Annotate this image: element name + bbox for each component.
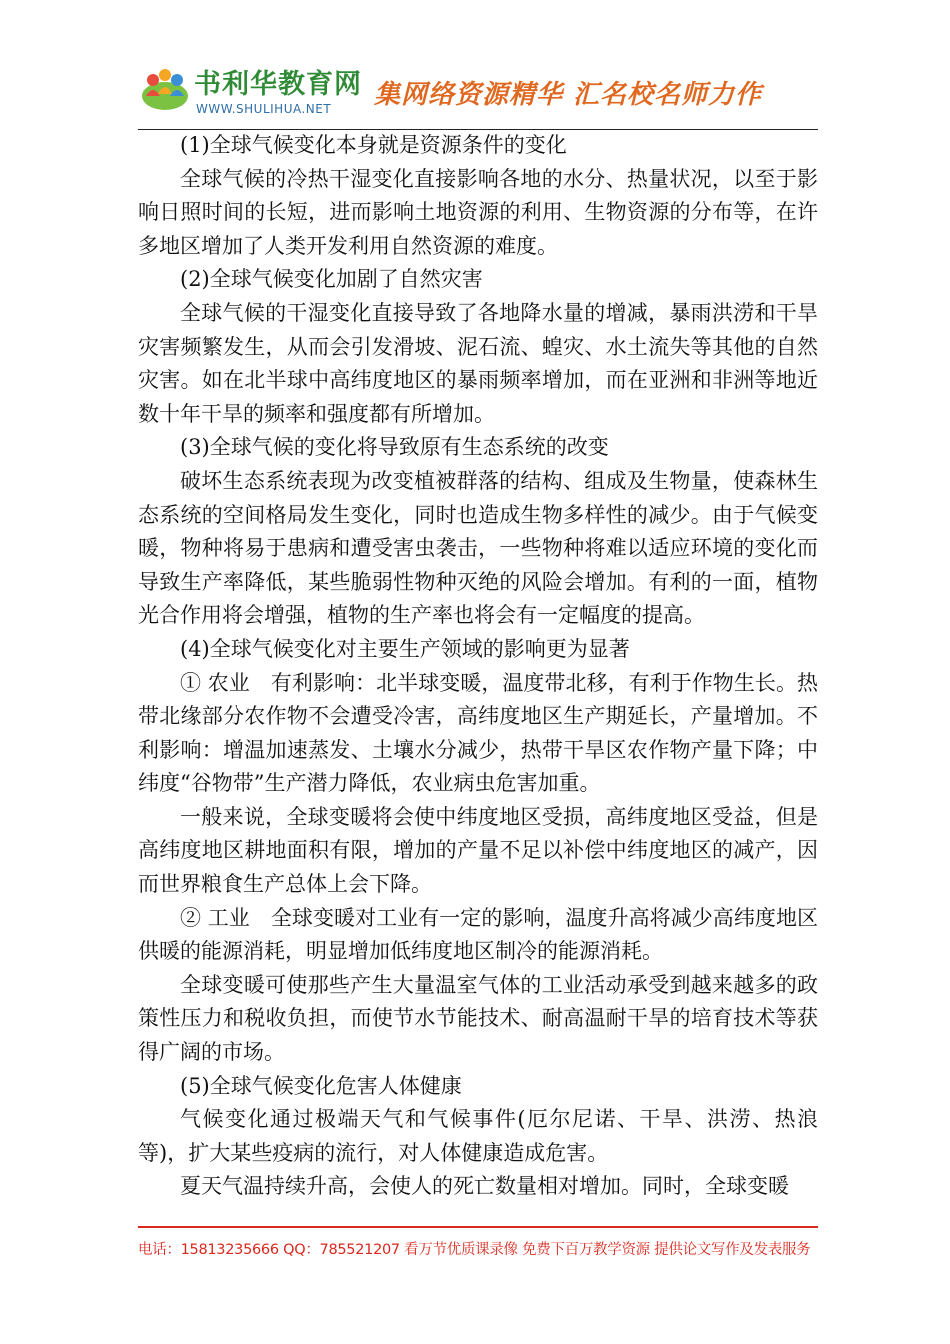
paragraph: 全球气候的冷热干湿变化直接影响各地的水分、热量状况，以至于影响日照时间的长短，进而影响土地资源的利用、生物资源的分布等，在许多地区增加了人类开发利用自然资源的难度。: [138, 166, 818, 258]
paragraph-agriculture: ① 农业 有利影响：北半球变暖，温度带北移，有利于作物生长。热带北缘部分农作物不会遭受冷害，高纬度地区生产期延长，产量增加。不利影响：增温加速蒸发、土壤水分减少，热带干旱区农作物产量下降；中纬度“谷物带”生产潜力降低，农业病虫危害加重。: [138, 670, 818, 796]
heading-2: (2)全球气候变化加剧了自然灾害: [180, 267, 483, 292]
heading-4: (4)全球气候变化对主要生产领域的影响更为显著: [180, 636, 630, 661]
people-circle-logo-icon: [140, 66, 190, 112]
heading-3: (3)全球气候的变化将导致原有生态系统的改变: [180, 435, 609, 460]
page-header: [138, 62, 818, 130]
paragraph: 夏天气温持续升高，会使人的死亡数量相对增加。同时，全球变暖: [180, 1174, 789, 1199]
page-footer: 电话：15813235666 QQ：785521207 看万节优质课录像 免费下百万教学资源 提供论文写作及发表服务: [138, 1242, 811, 1258]
brand-url: WWW.SHULIHUA.NET: [196, 102, 332, 116]
paragraph: 破坏生态系统表现为改变植被群落的结构、组成及生物量，使森林生态系统的空间格局发生变化，同时也造成生物多样性的减少。由于气候变暖，物种将易于患病和遭受害虫袭击，一些物种将难以适应环境的变化而导致生产率降低，某些脆弱性物种灭绝的风险会增加。有利的一面，植物光合作用将会增强，植物的生产率也将会有一定幅度的提高。: [138, 468, 818, 628]
document-body: [138, 129, 818, 1204]
paragraph: 气候变化通过极端天气和气候事件(厄尔尼诺、干旱、洪涝、热浪等)，扩大某些疫病的流行，对人体健康造成危害。: [138, 1107, 818, 1165]
paragraph: 全球气候的干湿变化直接导致了各地降水量的增减，暴雨洪涝和干旱灾害频繁发生，从而会引发滑坡、泥石流、蝗灾、水土流失等其他的自然灾害。如在北半球中高纬度地区的暴雨频率增加，而在亚洲和非洲等地近数十年干旱的频率和强度都有所增加。: [138, 300, 818, 426]
footer-divider: [138, 1226, 818, 1228]
paragraph: 一般来说，全球变暖将会使中纬度地区受损，高纬度地区受益，但是高纬度地区耕地面积有限，增加的产量不足以补偿中纬度地区的减产，因而世界粮食生产总体上会下降。: [138, 804, 818, 897]
paragraph: 全球变暖可使那些产生大量温室气体的工业活动承受到越来越多的政策性压力和税收负担，而使节水节能技术、耐高温耐干旱的培育技术等获得广阔的市场。: [138, 972, 818, 1065]
paragraph-industry: ② 工业 全球变暖对工业有一定的影响，温度升高将减少高纬度地区供暖的能源消耗，明显增加低纬度地区制冷的能源消耗。: [138, 905, 818, 964]
brand-name: 书利华教育网: [194, 69, 362, 100]
heading-5: (5)全球气候变化危害人体健康: [180, 1073, 462, 1098]
heading-1: (1)全球气候变化本身就是资源条件的变化: [180, 133, 567, 157]
header-slogan: 集网络资源精华 汇名校名师力作: [374, 80, 763, 110]
